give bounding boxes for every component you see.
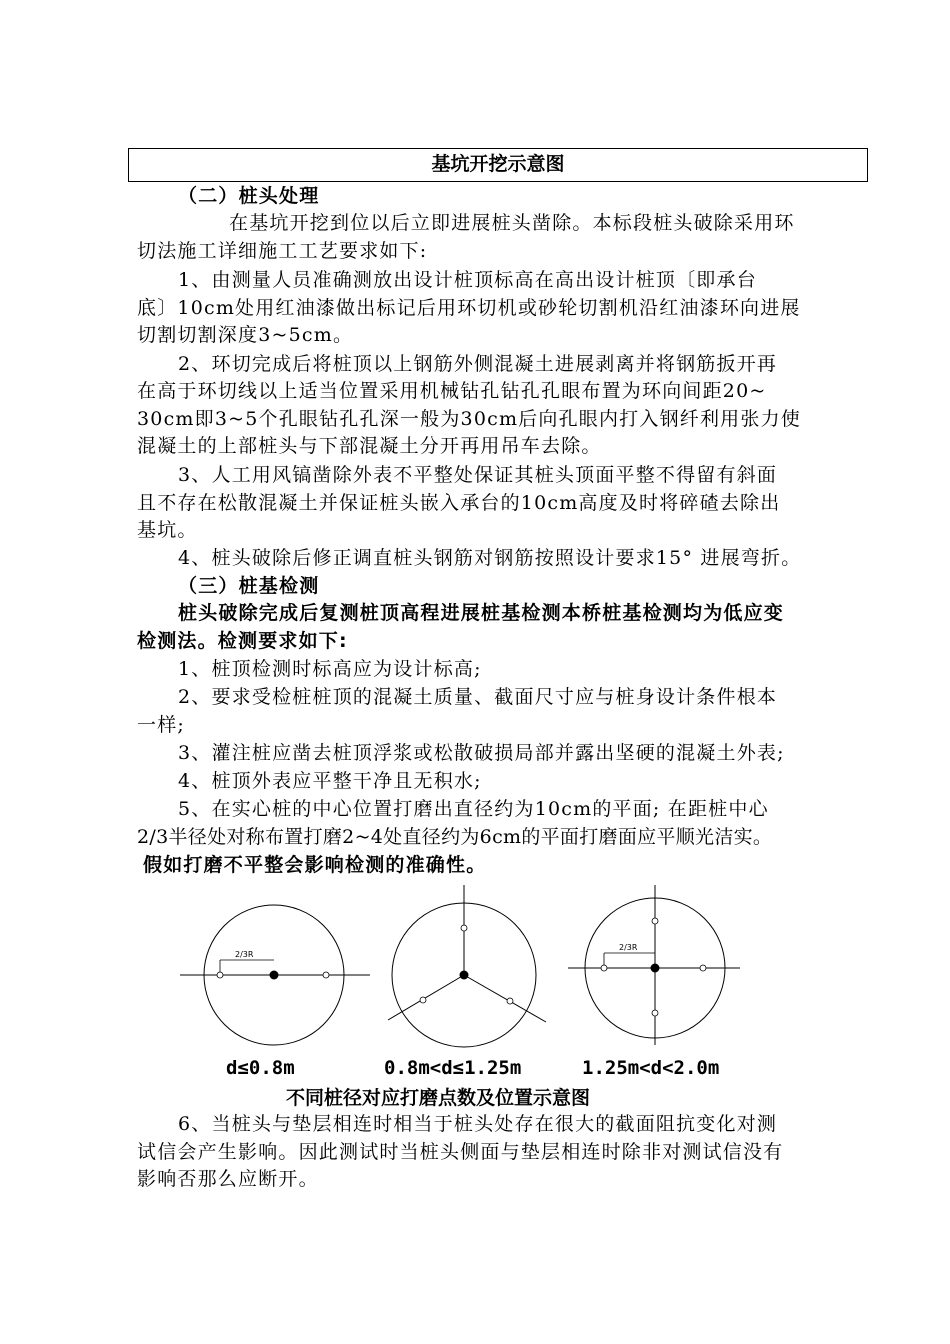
paragraph-line-bold: 检测法。检测要求如下: bbox=[137, 630, 348, 652]
paragraph-line: 切割切割深度3~5cm。 bbox=[137, 324, 354, 346]
section-3-title: （三）桩基检测 bbox=[178, 575, 320, 597]
paragraph-line: 5、在实心桩的中心位置打磨出直径约为10cm的平面; 在距桩中心 bbox=[178, 798, 769, 820]
grinding-point bbox=[217, 972, 223, 978]
paragraph-line: 30cm即3~5个孔眼钻孔孔深一般为30cm后向孔眼内打入钢纤利用张力使 bbox=[137, 408, 801, 430]
paragraph-line: 一样; bbox=[137, 714, 186, 736]
paragraph-line: 且不存在松散混凝土并保证桩头嵌入承台的10cm高度及时将碎碴去除出 bbox=[137, 492, 781, 514]
excavation-figure-caption: 基坑开挖示意图 bbox=[128, 148, 868, 182]
center-point bbox=[270, 971, 279, 980]
dimension-label: 2/3R bbox=[619, 943, 638, 952]
grinding-point bbox=[507, 998, 513, 1004]
center-point bbox=[460, 971, 469, 980]
paragraph-line-bold: 桩头破除完成后复测桩顶高程进展桩基检测本桥桩基检测均为低应变 bbox=[178, 602, 785, 624]
diagram-caption: 不同桩径对应打磨点数及位置示意图 bbox=[286, 1087, 591, 1109]
paragraph-line: 试信会产生影响。因此测试时当桩头侧面与垫层相连时除非对测试信没有 bbox=[137, 1141, 784, 1163]
grinding-point bbox=[420, 997, 426, 1003]
paragraph-line-bold: 假如打磨不平整会影响检测的准确性。 bbox=[143, 854, 487, 876]
axis-line bbox=[464, 975, 546, 1022]
paragraph-line: 切法施工详细施工工艺要求如下: bbox=[137, 240, 428, 262]
grinding-point bbox=[461, 925, 467, 931]
paragraph-line: 在高于环切线以上适当位置采用机械钻孔钻孔孔眼布置为环向间距20~ bbox=[137, 380, 767, 402]
paragraph-line: 4、桩顶外表应平整干净且无积水; bbox=[178, 770, 482, 792]
pile-section-small bbox=[180, 905, 370, 1045]
grinding-point bbox=[700, 965, 706, 971]
paragraph-line: 影响否那么应断开。 bbox=[137, 1168, 319, 1190]
grinding-point bbox=[652, 918, 658, 924]
paragraph-line: 3、人工用风镐凿除外表不平整处保证其桩头顶面平整不得留有斜面 bbox=[178, 464, 778, 486]
section-2-title: （二）桩头处理 bbox=[178, 185, 320, 207]
paragraph-line: 底〕10cm处用红油漆做出标记后用环切机或砂轮切割机沿红油漆环向进展 bbox=[137, 297, 801, 319]
grinding-point bbox=[323, 972, 329, 978]
center-point bbox=[651, 964, 660, 973]
paragraph-line: 1、由测量人员准确测放出设计桩顶标高在高出设计桩顶〔即承台 bbox=[178, 269, 757, 291]
pile-section-large bbox=[568, 885, 740, 1045]
diameter-label-medium: 0.8m<d≤1.25m bbox=[384, 1057, 522, 1079]
pile-section-medium bbox=[388, 885, 546, 1047]
axis-line bbox=[388, 975, 464, 1020]
paragraph-line: 3、灌注桩应凿去桩顶浮浆或松散破损局部并露出坚硬的混凝土外表; bbox=[178, 742, 785, 764]
diameter-label-large: 1.25m<d<2.0m bbox=[582, 1057, 720, 1079]
paragraph-line: 6、当桩头与垫层相连时相当于桩头处存在很大的截面阻抗变化对测 bbox=[178, 1113, 778, 1135]
paragraph-line: 2、要求受检桩桩顶的混凝土质量、截面尺寸应与桩身设计条件根本 bbox=[178, 686, 778, 708]
grinding-point bbox=[601, 965, 607, 971]
paragraph-line: 基坑。 bbox=[137, 519, 198, 541]
paragraph-line: 在基坑开挖到位以后立即进展桩头凿除。本标段桩头破除采用环 bbox=[229, 212, 795, 234]
paragraph-line: 1、桩顶检测时标高应为设计标高; bbox=[178, 658, 482, 680]
pile-grinding-diagram bbox=[170, 880, 760, 1055]
paragraph-line: 混凝土的上部桩头与下部混凝土分开再用吊车去除。 bbox=[137, 435, 602, 457]
paragraph-line: 4、桩头破除后修正调直桩头钢筋对钢筋按照设计要求15° 进展弯折。 bbox=[178, 547, 802, 569]
paragraph-line: 2、环切完成后将桩顶以上钢筋外侧混凝土进展剥离并将钢筋扳开再 bbox=[178, 353, 778, 375]
diameter-label-small: d≤0.8m bbox=[226, 1057, 295, 1079]
paragraph-line: 2/3半径处对称布置打磨2~4处直径约为6cm的平面打磨面应平顺光洁实。 bbox=[137, 826, 773, 848]
dimension-label: 2/3R bbox=[235, 950, 254, 959]
grinding-point bbox=[652, 1010, 658, 1016]
